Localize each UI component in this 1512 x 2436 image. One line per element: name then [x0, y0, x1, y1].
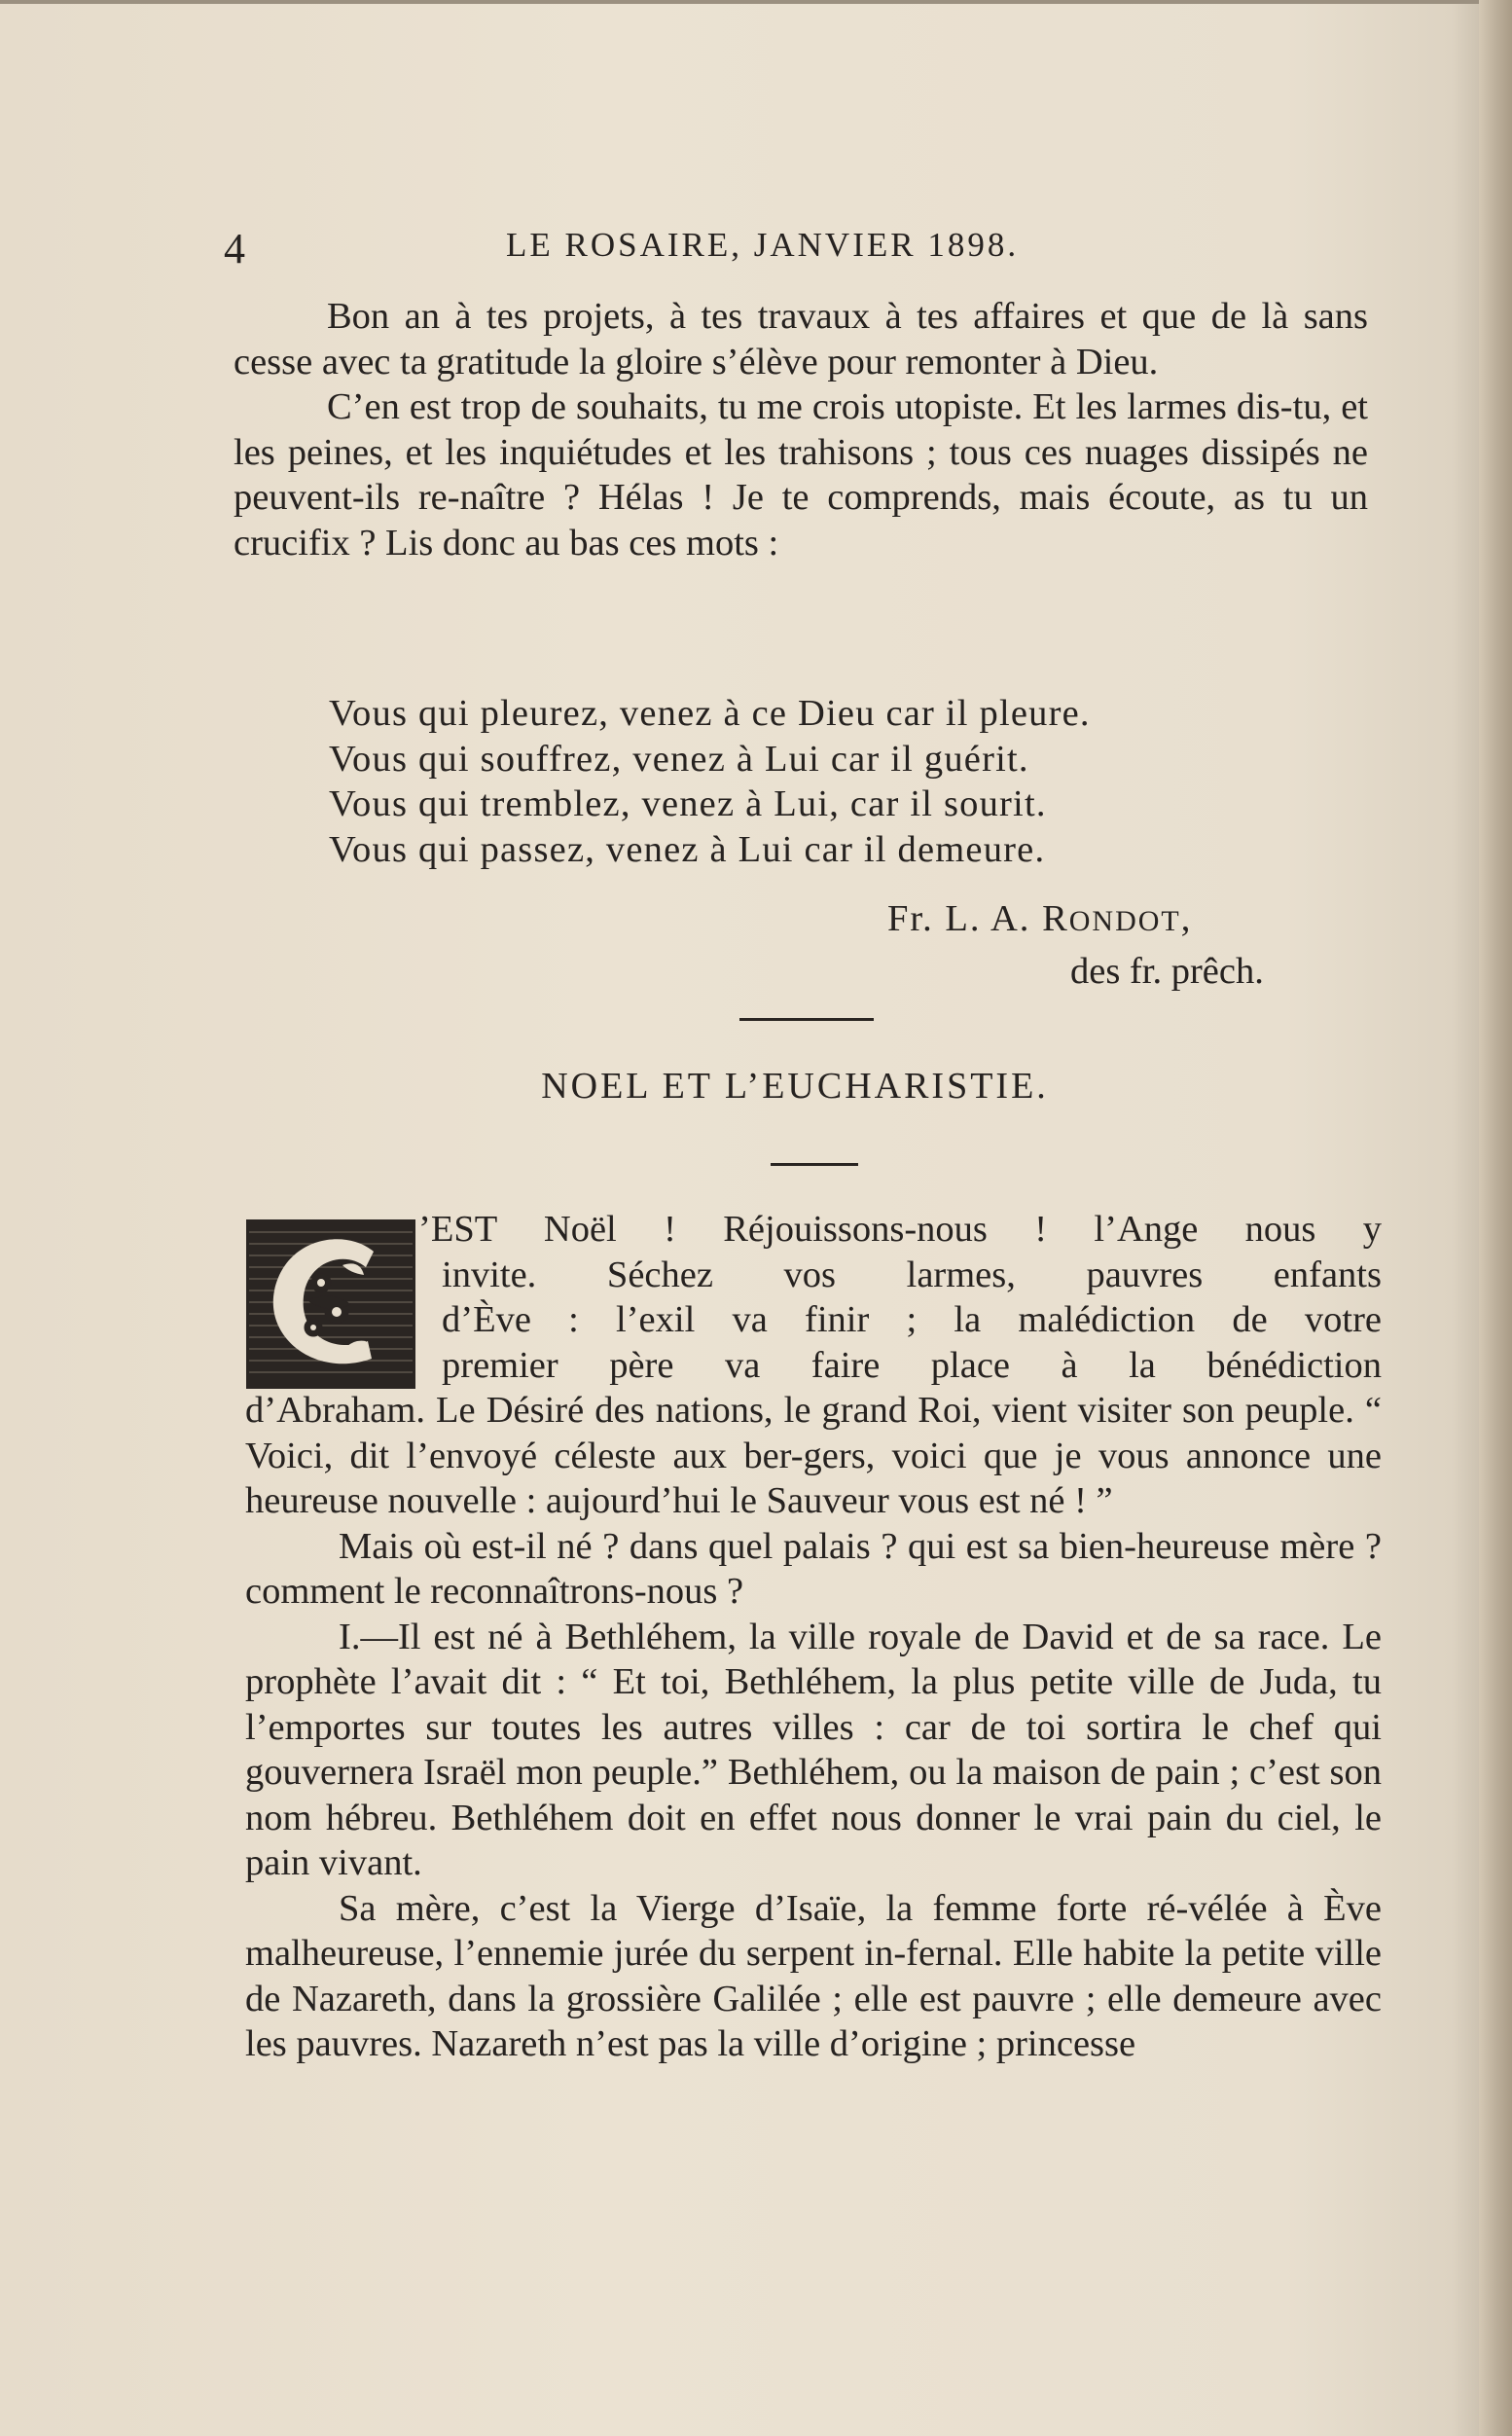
- sig-fr-initial: Fr: [887, 898, 923, 939]
- intro-text: [234, 294, 1368, 565]
- top-edge: [0, 0, 1512, 4]
- running-title: LE ROSAIRE, JANVIER 1898.: [506, 226, 1020, 264]
- verse-line: Vous qui tremblez, venez à Lui, car il sourit.: [329, 783, 1047, 824]
- running-header: [224, 216, 1391, 274]
- sig-comma: ,: [1180, 898, 1193, 939]
- article-line: ’EST Noël ! Réjouissons-nous ! l’Ange nous y: [418, 1209, 1382, 1250]
- ornamental-dropcap: [246, 1219, 415, 1389]
- verse-line: Vous qui pleurez, venez à ce Dieu car il pleure.: [329, 693, 1091, 734]
- dropcap-wrapped-lines: [418, 1207, 1382, 1388]
- sig-initials: . L. A.: [922, 898, 1043, 939]
- article-paragraph-3: I.—Il est né à Bethléhem, la ville royale de David et de sa race. Le prophète l’avait dit : “ Et toi, Bethléhem, la plus petite ville de Juda, tu l’emportes sur toutes les autres villes : car de toi sortira le chef qui gouvernera Israël mon peuple.” Bethléhem, ou la maison de pain ; c’est son nom hébreu. Bethléhem doit en effet nous donner le vrai pain du ciel, le pain vivant.: [245, 1616, 1382, 1883]
- verse-quote: [329, 691, 1091, 872]
- article-line: premier père va faire place à la bénédiction: [442, 1344, 1382, 1386]
- page-number: 4: [224, 225, 245, 273]
- intro-paragraph-2: C’en est trop de souhaits, tu me crois utopiste. Et les larmes dis-tu, et les peines, et les inquiétudes et les trahisons ; tous ces nuages dissipés ne peuvent-ils re-naître ? Hélas ! Je te comprends, mais écoute, as tu un crucifix ? Lis donc au bas ces mots :: [234, 386, 1368, 564]
- section-divider: [739, 1018, 874, 1021]
- article-line: invite. Séchez vos larmes, pauvres enfants: [442, 1254, 1382, 1295]
- article-body: [245, 1388, 1382, 2067]
- intro-paragraph-1: Bon an à tes projets, à tes travaux à tes affaires et que de là sans cesse avec ta gratitude la gloire s’élève pour remonter à Dieu.: [234, 296, 1368, 382]
- sig-r-initial: R: [1042, 898, 1069, 939]
- verse-line: Vous qui souffrez, venez à Lui car il guérit.: [329, 738, 1029, 780]
- verse-line: Vous qui passez, venez à Lui car il demeure.: [329, 828, 1046, 870]
- article-paragraph-2: Mais où est-il né ? dans quel palais ? qui est sa bien-heureuse mère ? comment le reconnaîtrons-nous ?: [245, 1525, 1382, 1612]
- article-paragraph-4: Sa mère, c’est la Vierge d’Isaïe, la femme forte ré-vélée à Ève malheureuse, l’ennemie jurée du serpent in-fernal. Elle habite la petite ville de Nazareth, dans la grossière Galilée ; elle est pauvre ; elle demeure avec les pauvres. Nazareth n’est pas la ville d’origine ; princesse: [245, 1887, 1382, 2064]
- article-paragraph-1-continued: d’Abraham. Le Désiré des nations, le grand Roi, vient visiter son peuple. “ Voici, dit l’envoyé céleste aux ber-gers, voici que je vous annonce une heureuse nouvelle : aujourd’hui le Sauveur vous est né ! ”: [245, 1390, 1382, 1521]
- author-signature: [887, 897, 1192, 940]
- article-line: d’Ève : l’exil va finir ; la malédiction de votre: [442, 1299, 1382, 1340]
- page-spine-edge: [1479, 0, 1512, 2436]
- author-order: des fr. prêch.: [1070, 951, 1264, 992]
- dropcap-ornament-icon: [249, 1222, 413, 1386]
- title-underline: [771, 1163, 858, 1166]
- sig-surname-rest: ONDOT: [1068, 905, 1181, 937]
- article-title: NOEL ET L’EUCHARISTIE.: [541, 1066, 1049, 1107]
